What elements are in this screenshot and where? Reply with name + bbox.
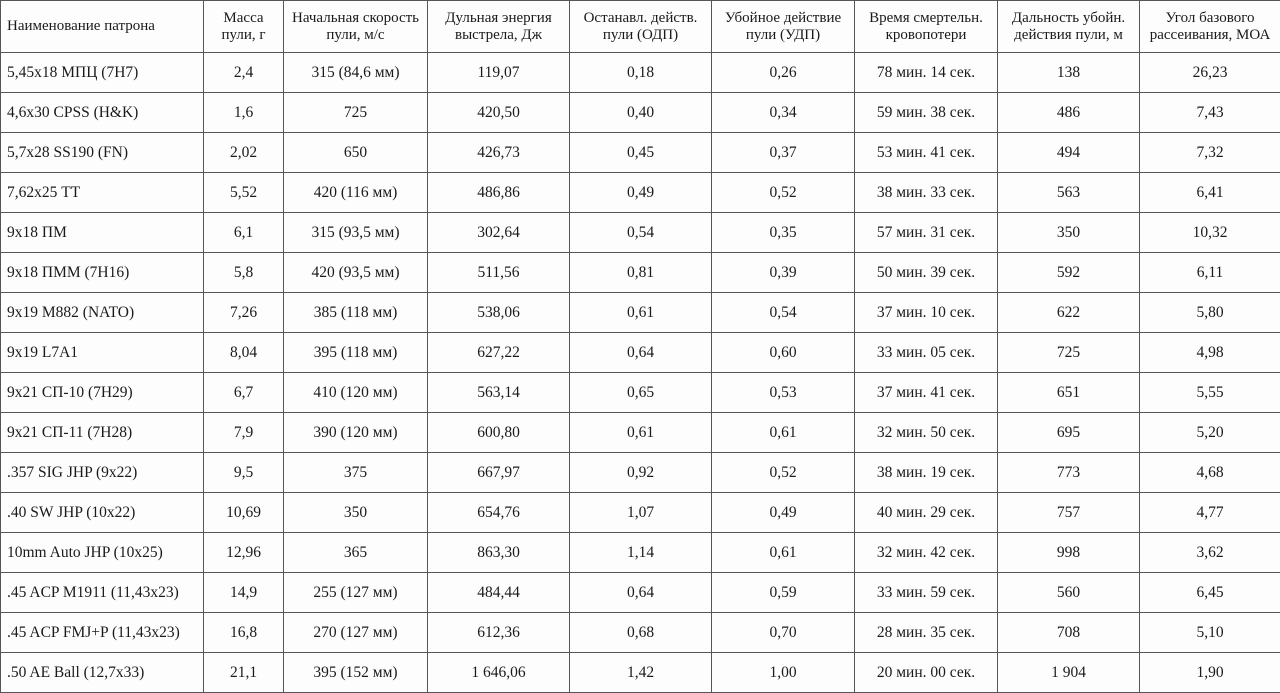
table-row	[1, 93, 1280, 133]
cell-dispersion-angle: 4,98	[1140, 333, 1280, 373]
cell-lethal-range: 486	[998, 93, 1140, 133]
cell-lethal-range: 695	[998, 413, 1140, 453]
cell-cartridge-name: 9х21 СП-10 (7Н29)	[1, 373, 204, 413]
cell-lethal-range: 773	[998, 453, 1140, 493]
cell-muzzle-energy: 511,56	[428, 253, 570, 293]
cell-stopping-power: 0,68	[570, 613, 712, 653]
cell-stopping-power: 0,18	[570, 53, 712, 93]
cell-lethal-range: 138	[998, 53, 1140, 93]
header-row	[1, 1, 1280, 53]
cell-muzzle-velocity: 385 (118 мм)	[284, 293, 428, 333]
cell-lethal-range: 651	[998, 373, 1140, 413]
cell-lethal-range: 998	[998, 533, 1140, 573]
cell-dispersion-angle: 26,23	[1140, 53, 1280, 93]
cell-muzzle-velocity: 395 (152 мм)	[284, 653, 428, 693]
cell-muzzle-energy: 1 646,06	[428, 653, 570, 693]
cell-bullet-mass: 6,7	[204, 373, 284, 413]
cell-lethal-range: 725	[998, 333, 1140, 373]
cell-muzzle-velocity: 420 (116 мм)	[284, 173, 428, 213]
cell-muzzle-velocity: 315 (84,6 мм)	[284, 53, 428, 93]
cell-bleed-out-time: 78 мин. 14 сек.	[855, 53, 998, 93]
cell-muzzle-velocity: 390 (120 мм)	[284, 413, 428, 453]
cell-muzzle-velocity: 650	[284, 133, 428, 173]
cell-cartridge-name: 9х19 M882 (NATO)	[1, 293, 204, 333]
cell-bleed-out-time: 37 мин. 41 сек.	[855, 373, 998, 413]
cell-stopping-power: 0,61	[570, 413, 712, 453]
cell-bullet-mass: 14,9	[204, 573, 284, 613]
cell-muzzle-energy: 420,50	[428, 93, 570, 133]
cell-muzzle-energy: 600,80	[428, 413, 570, 453]
cell-lethality: 1,00	[712, 653, 855, 693]
cell-muzzle-energy: 612,36	[428, 613, 570, 653]
cell-muzzle-energy: 486,86	[428, 173, 570, 213]
table-row	[1, 213, 1280, 253]
cell-lethal-range: 563	[998, 173, 1140, 213]
cell-bleed-out-time: 32 мин. 50 сек.	[855, 413, 998, 453]
header-muzzle-velocity: Начальная скорость пули, м/с	[284, 1, 428, 53]
cell-lethal-range: 757	[998, 493, 1140, 533]
cell-dispersion-angle: 4,77	[1140, 493, 1280, 533]
cell-bullet-mass: 2,4	[204, 53, 284, 93]
cell-bullet-mass: 1,6	[204, 93, 284, 133]
cell-bleed-out-time: 32 мин. 42 сек.	[855, 533, 998, 573]
cell-muzzle-energy: 302,64	[428, 213, 570, 253]
cell-stopping-power: 0,64	[570, 333, 712, 373]
cell-lethality: 0,52	[712, 173, 855, 213]
table-row	[1, 653, 1280, 693]
cell-stopping-power: 0,54	[570, 213, 712, 253]
cell-bullet-mass: 10,69	[204, 493, 284, 533]
cell-cartridge-name: 10mm Auto JHP (10х25)	[1, 533, 204, 573]
cell-bleed-out-time: 33 мин. 59 сек.	[855, 573, 998, 613]
cell-dispersion-angle: 5,55	[1140, 373, 1280, 413]
cell-cartridge-name: 9х18 ПММ (7Н16)	[1, 253, 204, 293]
cell-lethality: 0,34	[712, 93, 855, 133]
cell-lethal-range: 350	[998, 213, 1140, 253]
cell-bullet-mass: 9,5	[204, 453, 284, 493]
header-stopping-power: Останавл. действ. пули (ОДП)	[570, 1, 712, 53]
table-row	[1, 573, 1280, 613]
cell-muzzle-energy: 119,07	[428, 53, 570, 93]
cell-lethality: 0,39	[712, 253, 855, 293]
cell-bleed-out-time: 33 мин. 05 сек.	[855, 333, 998, 373]
cell-lethal-range: 592	[998, 253, 1140, 293]
cell-muzzle-velocity: 270 (127 мм)	[284, 613, 428, 653]
cell-dispersion-angle: 5,20	[1140, 413, 1280, 453]
cell-stopping-power: 0,40	[570, 93, 712, 133]
cell-stopping-power: 0,81	[570, 253, 712, 293]
cell-bleed-out-time: 38 мин. 19 сек.	[855, 453, 998, 493]
cell-cartridge-name: 9х21 СП-11 (7Н28)	[1, 413, 204, 453]
table-row	[1, 133, 1280, 173]
cell-bullet-mass: 2,02	[204, 133, 284, 173]
cell-lethal-range: 622	[998, 293, 1140, 333]
cell-bullet-mass: 16,8	[204, 613, 284, 653]
table-row	[1, 293, 1280, 333]
header-muzzle-energy: Дульная энергия выстрела, Дж	[428, 1, 570, 53]
header-cartridge-name: Наименование патрона	[1, 1, 204, 53]
cell-dispersion-angle: 3,62	[1140, 533, 1280, 573]
cell-bullet-mass: 5,8	[204, 253, 284, 293]
cell-muzzle-velocity: 725	[284, 93, 428, 133]
cell-stopping-power: 0,45	[570, 133, 712, 173]
cell-lethal-range: 494	[998, 133, 1140, 173]
cell-muzzle-energy: 667,97	[428, 453, 570, 493]
table-row	[1, 173, 1280, 213]
cell-lethality: 0,26	[712, 53, 855, 93]
cell-stopping-power: 0,49	[570, 173, 712, 213]
cell-lethality: 0,60	[712, 333, 855, 373]
cell-cartridge-name: 5,7х28 SS190 (FN)	[1, 133, 204, 173]
cell-lethality: 0,61	[712, 413, 855, 453]
cell-bleed-out-time: 37 мин. 10 сек.	[855, 293, 998, 333]
table-row	[1, 53, 1280, 93]
cell-stopping-power: 1,42	[570, 653, 712, 693]
cell-bleed-out-time: 40 мин. 29 сек.	[855, 493, 998, 533]
cell-dispersion-angle: 6,11	[1140, 253, 1280, 293]
cell-cartridge-name: 9х19 L7A1	[1, 333, 204, 373]
cell-muzzle-velocity: 350	[284, 493, 428, 533]
cell-bullet-mass: 21,1	[204, 653, 284, 693]
cell-muzzle-energy: 484,44	[428, 573, 570, 613]
cell-muzzle-velocity: 375	[284, 453, 428, 493]
cell-cartridge-name: 7,62х25 ТТ	[1, 173, 204, 213]
cell-bleed-out-time: 28 мин. 35 сек.	[855, 613, 998, 653]
cell-lethality: 0,52	[712, 453, 855, 493]
table-body	[1, 53, 1280, 693]
cell-dispersion-angle: 6,41	[1140, 173, 1280, 213]
cell-lethality: 0,35	[712, 213, 855, 253]
cell-bullet-mass: 8,04	[204, 333, 284, 373]
cell-dispersion-angle: 4,68	[1140, 453, 1280, 493]
cell-cartridge-name: 9х18 ПМ	[1, 213, 204, 253]
header-dispersion-angle: Угол базового рассеивания, МОА	[1140, 1, 1280, 53]
table-row	[1, 333, 1280, 373]
cell-muzzle-energy: 627,22	[428, 333, 570, 373]
cell-bleed-out-time: 59 мин. 38 сек.	[855, 93, 998, 133]
cell-stopping-power: 0,65	[570, 373, 712, 413]
cell-muzzle-energy: 426,73	[428, 133, 570, 173]
table-row	[1, 493, 1280, 533]
cell-lethal-range: 560	[998, 573, 1140, 613]
table-row	[1, 533, 1280, 573]
cell-dispersion-angle: 5,80	[1140, 293, 1280, 333]
cell-bleed-out-time: 57 мин. 31 сек.	[855, 213, 998, 253]
cell-lethality: 0,49	[712, 493, 855, 533]
cell-dispersion-angle: 7,43	[1140, 93, 1280, 133]
cell-bleed-out-time: 20 мин. 00 сек.	[855, 653, 998, 693]
cell-stopping-power: 1,14	[570, 533, 712, 573]
cell-stopping-power: 0,92	[570, 453, 712, 493]
table-row	[1, 413, 1280, 453]
cell-cartridge-name: .45 ACP FMJ+P (11,43х23)	[1, 613, 204, 653]
cell-bullet-mass: 7,9	[204, 413, 284, 453]
table-row	[1, 373, 1280, 413]
cell-cartridge-name: 5,45х18 МПЦ (7Н7)	[1, 53, 204, 93]
cell-dispersion-angle: 10,32	[1140, 213, 1280, 253]
cell-muzzle-velocity: 315 (93,5 мм)	[284, 213, 428, 253]
cell-lethality: 0,70	[712, 613, 855, 653]
cell-muzzle-velocity: 410 (120 мм)	[284, 373, 428, 413]
cell-muzzle-velocity: 420 (93,5 мм)	[284, 253, 428, 293]
cell-cartridge-name: .45 ACP M1911 (11,43х23)	[1, 573, 204, 613]
table-row	[1, 613, 1280, 653]
cell-bleed-out-time: 38 мин. 33 сек.	[855, 173, 998, 213]
cell-lethality: 0,53	[712, 373, 855, 413]
cell-dispersion-angle: 5,10	[1140, 613, 1280, 653]
header-bullet-mass: Масса пули, г	[204, 1, 284, 53]
cell-muzzle-energy: 654,76	[428, 493, 570, 533]
header-bleed-out-time: Время смертельн. кровопотери	[855, 1, 998, 53]
cell-bullet-mass: 7,26	[204, 293, 284, 333]
table-row	[1, 253, 1280, 293]
cell-bullet-mass: 6,1	[204, 213, 284, 253]
cell-cartridge-name: 4,6х30 CPSS (H&K)	[1, 93, 204, 133]
header-lethality: Убойное действие пули (УДП)	[712, 1, 855, 53]
cell-bleed-out-time: 50 мин. 39 сек.	[855, 253, 998, 293]
cell-bullet-mass: 5,52	[204, 173, 284, 213]
cell-lethality: 0,37	[712, 133, 855, 173]
cell-stopping-power: 0,64	[570, 573, 712, 613]
cell-cartridge-name: .40 SW JHP (10х22)	[1, 493, 204, 533]
cell-bullet-mass: 12,96	[204, 533, 284, 573]
cell-lethal-range: 1 904	[998, 653, 1140, 693]
cell-cartridge-name: .357 SIG JHP (9х22)	[1, 453, 204, 493]
cell-muzzle-velocity: 255 (127 мм)	[284, 573, 428, 613]
cell-dispersion-angle: 7,32	[1140, 133, 1280, 173]
cell-lethality: 0,59	[712, 573, 855, 613]
cell-muzzle-velocity: 365	[284, 533, 428, 573]
cell-lethality: 0,54	[712, 293, 855, 333]
table-row	[1, 453, 1280, 493]
cell-bleed-out-time: 53 мин. 41 сек.	[855, 133, 998, 173]
cell-muzzle-energy: 538,06	[428, 293, 570, 333]
cell-muzzle-energy: 563,14	[428, 373, 570, 413]
cell-stopping-power: 1,07	[570, 493, 712, 533]
cell-lethality: 0,61	[712, 533, 855, 573]
cell-dispersion-angle: 1,90	[1140, 653, 1280, 693]
cell-stopping-power: 0,61	[570, 293, 712, 333]
header-lethal-range: Дальность убойн. действия пули, м	[998, 1, 1140, 53]
cell-muzzle-energy: 863,30	[428, 533, 570, 573]
cell-cartridge-name: .50 AE Ball (12,7х33)	[1, 653, 204, 693]
cell-muzzle-velocity: 395 (118 мм)	[284, 333, 428, 373]
cell-lethal-range: 708	[998, 613, 1140, 653]
cell-dispersion-angle: 6,45	[1140, 573, 1280, 613]
